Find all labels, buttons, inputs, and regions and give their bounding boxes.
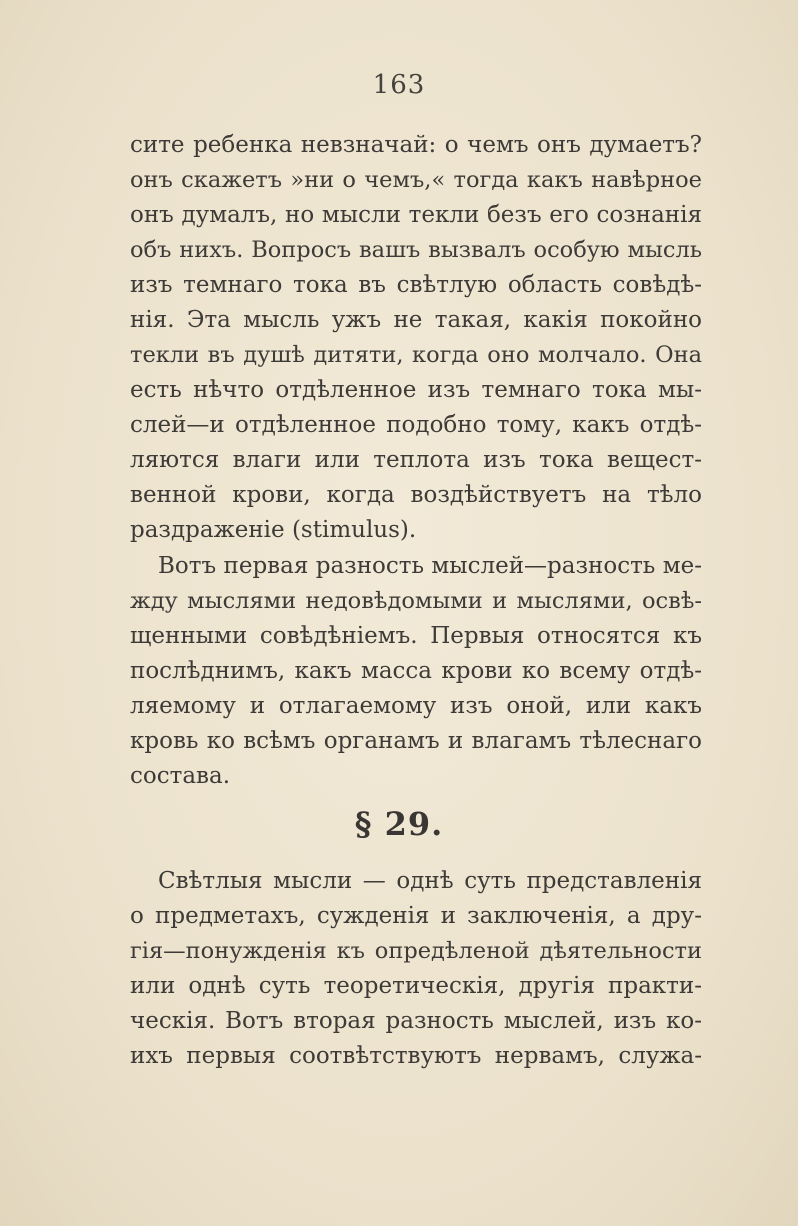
text-line: кровь ко всѣмъ органамъ и влагамъ тѣлеснаго	[130, 728, 702, 754]
text-line: щенными совѣдѣніемъ. Первыя относятся къ	[130, 623, 702, 649]
section-heading: § 29.	[354, 805, 444, 843]
text-line: гія—понужденія къ опредѣленой дѣятельности	[130, 938, 702, 964]
text-line: слей—и отдѣленное подобно тому, какъ отдѣ-	[130, 412, 702, 438]
text-line: онъ скажетъ »ни о чемъ,« тогда какъ навѣрное	[130, 167, 702, 193]
text-line: изъ темнаго тока въ свѣтлую область совѣдѣ-	[130, 272, 702, 298]
text-line: жду мыслями недовѣдомыми и мыслями, освѣ-	[130, 588, 702, 614]
text-line: ляются влаги или теплота изъ тока вещест-	[130, 447, 702, 473]
text-line: ческія. Вотъ вторая разность мыслей, изъ ко-	[130, 1008, 702, 1034]
paragraph-1	[130, 128, 702, 548]
text-line: онъ думалъ, но мысли текли безъ его сознанія	[130, 202, 702, 228]
text-line: раздраженіе (stimulus).	[130, 517, 417, 543]
text-line: текли въ душѣ дитяти, когда оно молчало. Она	[130, 342, 702, 368]
text-line: ихъ первыя соотвѣтствуютъ нервамъ, служа-	[130, 1043, 702, 1069]
text-line: сите ребенка невзначай: о чемъ онъ думаетъ?	[130, 132, 702, 158]
text-line: есть нѣчто отдѣленное изъ темнаго тока мы-	[130, 377, 702, 403]
text-line: Свѣтлыя мысли — однѣ суть представленія	[158, 868, 702, 894]
text-line: объ нихъ. Вопросъ вашъ вызвалъ особую мысль	[130, 237, 702, 263]
paragraph-2	[130, 549, 702, 794]
text-line: Вотъ первая разность мыслей—разность ме-	[158, 553, 702, 579]
text-line: венной крови, когда воздѣйствуетъ на тѣло	[130, 482, 702, 508]
text-line: о предметахъ, сужденія и заключенія, а дру-	[130, 903, 702, 929]
text-line: состава.	[130, 763, 231, 789]
text-line: нія. Эта мысль ужъ не такая, какія покойно	[130, 307, 702, 333]
paragraph-3	[130, 864, 702, 1074]
text-line: ляемому и отлагаемому изъ оной, или какъ	[130, 693, 702, 719]
text-line: или однѣ суть теоретическія, другія практи-	[130, 973, 702, 999]
page-number: 163	[372, 70, 426, 100]
text-line: послѣднимъ, какъ масса крови ко всему отдѣ-	[130, 658, 702, 684]
